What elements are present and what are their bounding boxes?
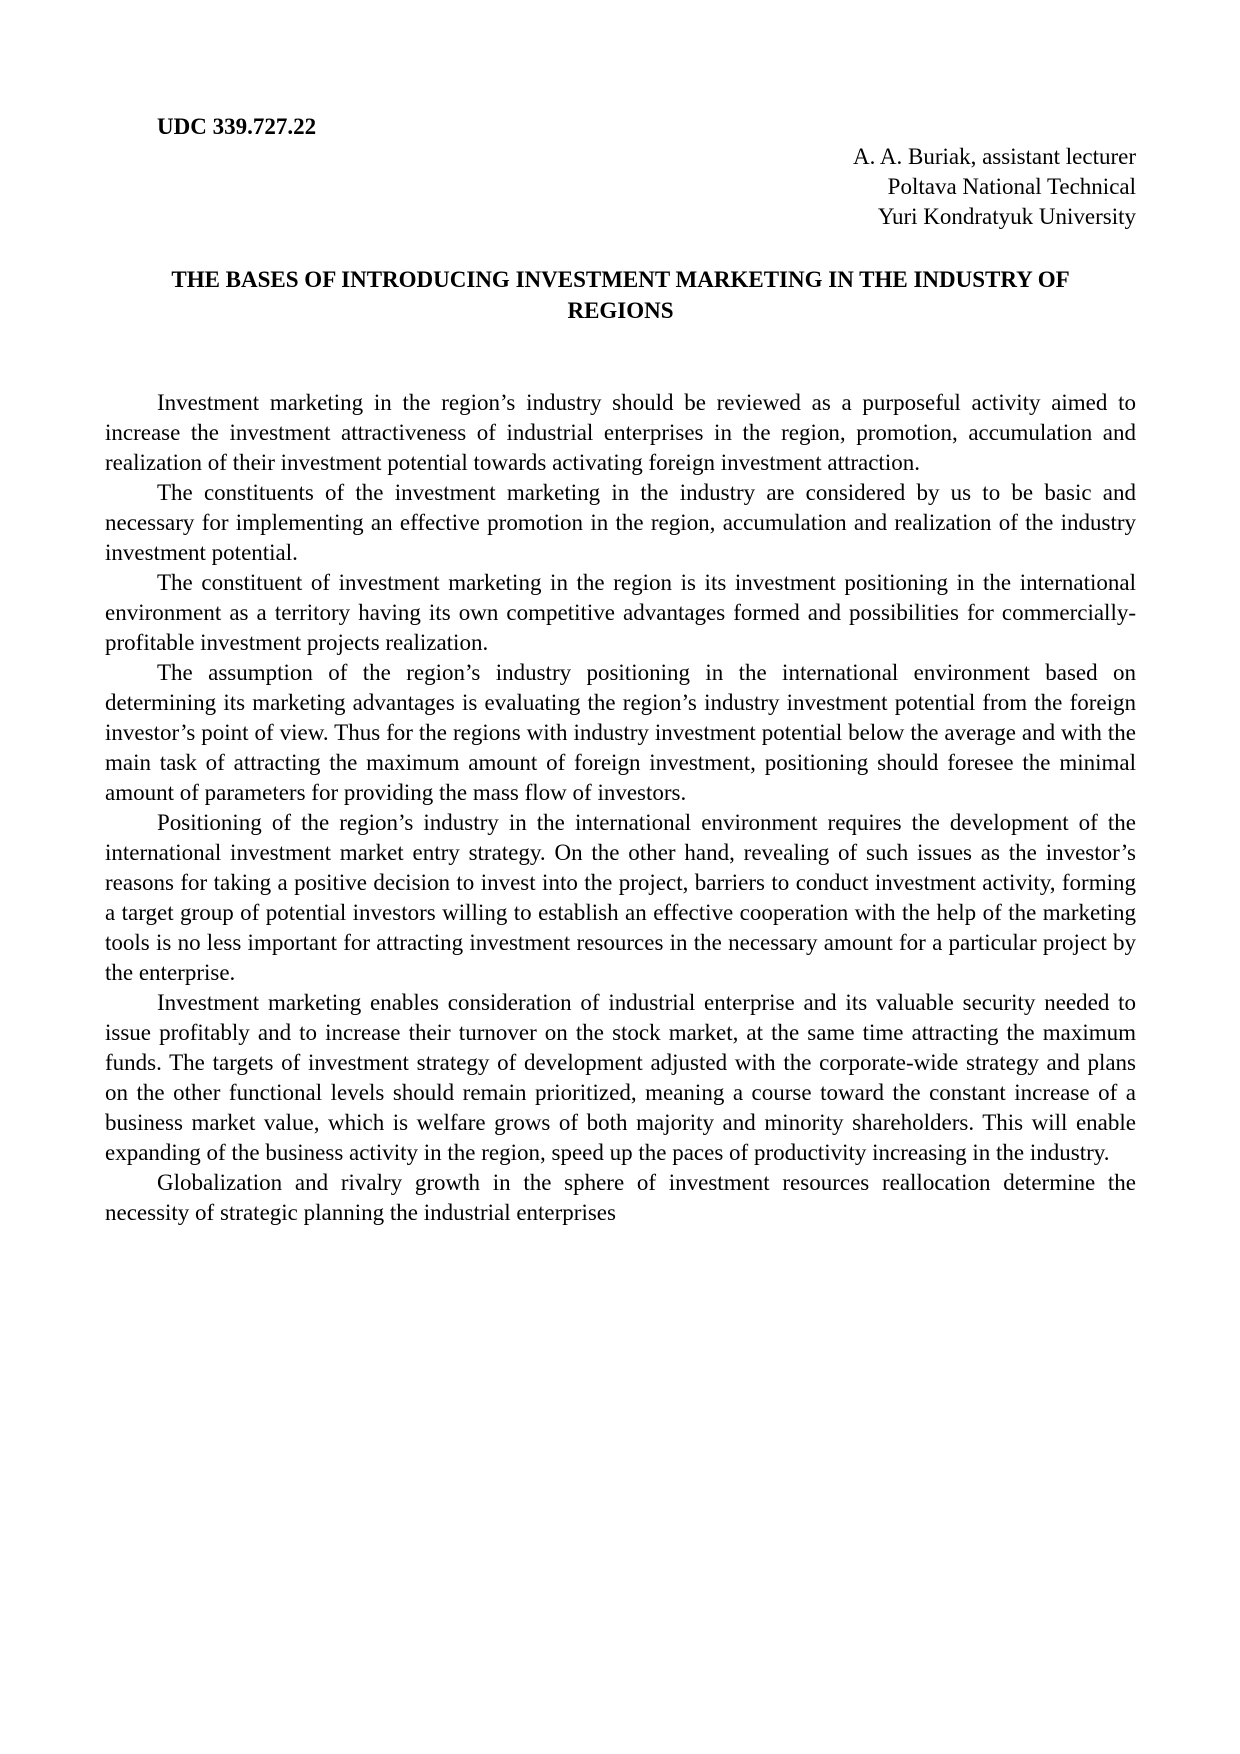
- paragraph-2: The constituents of the investment marketing in the industry are considered by us to be basic and necessary for implementing an effective promotion in the region, accumulation and realization of the industry investment potential.: [105, 480, 1136, 565]
- author-line-name: A. A. Buriak, assistant lecturer: [853, 144, 1136, 169]
- paragraph-1: Investment marketing in the region’s industry should be reviewed as a purposeful activity aimed to increase the investment attractiveness of industrial enterprises in the region, promotion, accumulation and realization of their investment potential towards activating foreign investment attraction.: [105, 390, 1136, 475]
- paper-title: THE BASES OF INTRODUCING INVESTMENT MARKETING IN THE INDUSTRY OF REGIONS: [171, 267, 1070, 323]
- paragraph-6: Investment marketing enables consideration of industrial enterprise and its valuable security needed to issue profitably and to increase their turnover on the stock market, at the same time attracting the maximum funds. The targets of investment strategy of development adjusted with the corporate-wide strategy and plans on the other functional levels should remain prioritized, meaning a course toward the constant increase of a business market value, which is welfare grows of both majority and minority shareholders. This will enable expanding of the business activity in the region, speed up the paces of productivity increasing in the industry.: [105, 990, 1136, 1165]
- paragraph-5: Positioning of the region’s industry in the international environment requires the development of the international investment market entry strategy. On the other hand, revealing of such issues as the investor’s reasons for taking a positive decision to invest into the project, barriers to conduct investment activity, forming a target group of potential investors willing to establish an effective cooperation with the help of the marketing tools is no less important for attracting investment resources in the necessary amount for a particular project by the enterprise.: [105, 810, 1136, 985]
- paragraph-7: Globalization and rivalry growth in the sphere of investment resources reallocation determine the necessity of strategic planning the industrial enterprises: [105, 1170, 1136, 1225]
- udc-code: UDC 339.727.22: [157, 114, 317, 139]
- paper-body: [105, 388, 1136, 1228]
- author-line-institution: Poltava National Technical: [887, 174, 1136, 199]
- author-block: [105, 142, 1136, 232]
- author-line-university: Yuri Kondratyuk University: [877, 204, 1136, 229]
- paragraph-4: The assumption of the region’s industry positioning in the international environment based on determining its marketing advantages is evaluating the region’s industry investment potential from the foreign investor’s point of view. Thus for the regions with industry investment potential below the average and with the main task of attracting the maximum amount of foreign investment, positioning should foresee the minimal amount of parameters for providing the mass flow of investors.: [105, 660, 1136, 805]
- paragraph-3: The constituent of investment marketing in the region is its investment positioning in the international environment as a territory having its own competitive advantages formed and possibilities for commercially-profitable investment projects realization.: [105, 570, 1136, 655]
